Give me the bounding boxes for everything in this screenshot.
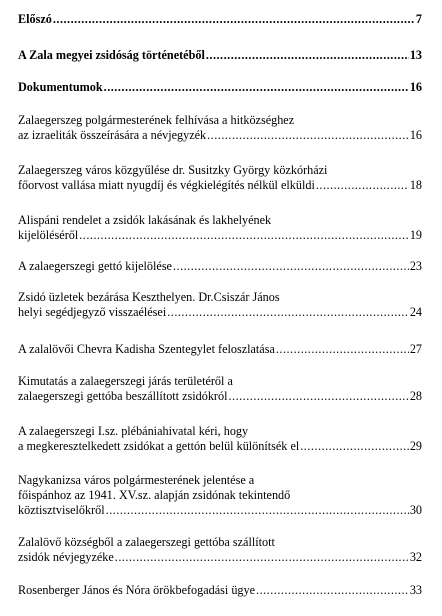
toc-leader-dots (256, 583, 409, 598)
toc-entry[interactable] (18, 213, 422, 243)
toc-entry-line (18, 213, 422, 228)
toc-entry-title-line: Kimutatás a zalaegerszegi járás területéről a (18, 374, 233, 388)
toc-leader-dots (115, 550, 409, 565)
toc-entry-title-line: főorvost vallása miatt nyugdíj és végkielégítés nélkül elküldi (18, 178, 315, 192)
toc-entry-line (18, 374, 422, 389)
toc-leader-dots (79, 228, 409, 243)
toc-page-number: 7 (415, 12, 422, 26)
toc-leader-dots (207, 128, 409, 143)
toc-entry-line (18, 290, 422, 305)
toc-leader-dots (173, 259, 409, 274)
toc-entry-line (18, 342, 422, 357)
toc-entry-line (18, 178, 422, 193)
toc-page-number: 23 (409, 259, 422, 273)
toc-entry[interactable] (18, 535, 422, 565)
toc-page-number: 27 (409, 342, 422, 356)
toc-entry-title-line: A zalaegerszegi gettó kijelölése (18, 259, 172, 273)
toc-entry-line (18, 488, 422, 503)
toc-entry-title-line: Nagykanizsa város polgármesterének jelentése a (18, 473, 255, 487)
toc-leader-dots (53, 12, 415, 27)
toc-entry-line (18, 128, 422, 143)
toc-entry-line (18, 439, 422, 454)
toc-leader-dots (316, 178, 409, 193)
toc-entry[interactable] (18, 259, 422, 274)
toc-page-number: 18 (409, 178, 422, 192)
toc-entry-title-line: A Zala megyei zsidóság történetéből (18, 48, 205, 62)
toc-entry-title-line: főispánhoz az 1941. XV.sz. alapján zsidónak tekintendő (18, 488, 291, 502)
toc-entry[interactable] (18, 583, 422, 598)
toc-leader-dots (106, 503, 409, 518)
toc-page-number: 13 (409, 48, 422, 62)
toc-entry-line (18, 12, 422, 27)
toc-entry[interactable] (18, 424, 422, 454)
toc-entry-line (18, 550, 422, 565)
toc-entry-title-line: zsidók névjegyzéke (18, 550, 114, 564)
toc-page-number: 16 (409, 128, 422, 142)
toc-entry-line (18, 389, 422, 404)
toc-entry[interactable] (18, 12, 422, 27)
toc-entry-line (18, 113, 422, 128)
toc-entry-title-line: Zsidó üzletek bezárása Keszthelyen. Dr.Csiszár János (18, 290, 280, 304)
toc-leader-dots (276, 342, 409, 357)
toc-entry-title-line: zalaegerszegi gettóba beszállított zsidókról (18, 389, 228, 403)
toc-page-number: 32 (409, 550, 422, 564)
toc-leader-dots (167, 305, 409, 320)
toc-entry-line (18, 305, 422, 320)
toc-entry-line (18, 473, 422, 488)
toc-entry-title-line: Zalaegerszeg város közgyűlése dr. Susitzky György közkórházi (18, 163, 328, 177)
toc-entry-title-line: Zalaegerszeg polgármesterének felhívása a hitközséghez (18, 113, 295, 127)
toc-entry-line (18, 503, 422, 518)
toc-page-number: 19 (409, 228, 422, 242)
toc-entry-title-line: Zalalövő községből a zalaegerszegi gettóba szállított (18, 535, 275, 549)
toc-entry-title-line: A zalaegerszegi I.sz. plébániahivatal kéri, hogy (18, 424, 249, 438)
toc-entry-line (18, 424, 422, 439)
toc-entry[interactable] (18, 163, 422, 193)
toc-page-number: 24 (409, 305, 422, 319)
toc-entry-line (18, 80, 422, 95)
toc-leader-dots (206, 48, 409, 63)
toc-entry-title-line: a megkeresztelkedett zsidókat a gettón belül különítsék el (18, 439, 300, 453)
toc-entry-line (18, 583, 422, 598)
toc-entry-line (18, 228, 422, 243)
toc-entry[interactable] (18, 374, 422, 404)
toc-entry[interactable] (18, 290, 422, 320)
toc-entry-line (18, 535, 422, 550)
toc-entry-line (18, 259, 422, 274)
toc-page-number: 30 (409, 503, 422, 517)
toc-page-number: 28 (409, 389, 422, 403)
toc-entry-title-line: Rosenberger János és Nóra örökbefogadási ügye (18, 583, 256, 597)
toc-entry-title-line: köztisztviselőkről (18, 503, 105, 517)
toc-leader-dots (228, 389, 408, 404)
toc-leader-dots (300, 439, 409, 454)
toc-entry-title-line: az izraeliták összeírására a névjegyzék (18, 128, 207, 142)
toc-entry-title-line: helyi segédjegyző visszaélései (18, 305, 167, 319)
toc-page-number: 33 (409, 583, 422, 597)
toc-entry[interactable] (18, 80, 422, 95)
toc-page-number: 16 (409, 80, 422, 94)
toc-entry[interactable] (18, 113, 422, 143)
toc-leader-dots (104, 80, 409, 95)
toc-entry-line (18, 48, 422, 63)
toc-entry[interactable] (18, 48, 422, 63)
toc-entry-title-line: A zalalövői Chevra Kadisha Szentegylet feloszlatása (18, 342, 275, 356)
toc-entry[interactable] (18, 473, 422, 518)
toc-entry[interactable] (18, 342, 422, 357)
toc-entry-title-line: kijelöléséről (18, 228, 79, 242)
toc-entry-title-line: Alispáni rendelet a zsidók lakásának és lakhelyének (18, 213, 272, 227)
toc-entry-title-line: Előszó (18, 12, 52, 26)
toc-entry-title-line: Dokumentumok (18, 80, 103, 94)
toc-entry-line (18, 163, 422, 178)
toc-page-number: 29 (409, 439, 422, 453)
